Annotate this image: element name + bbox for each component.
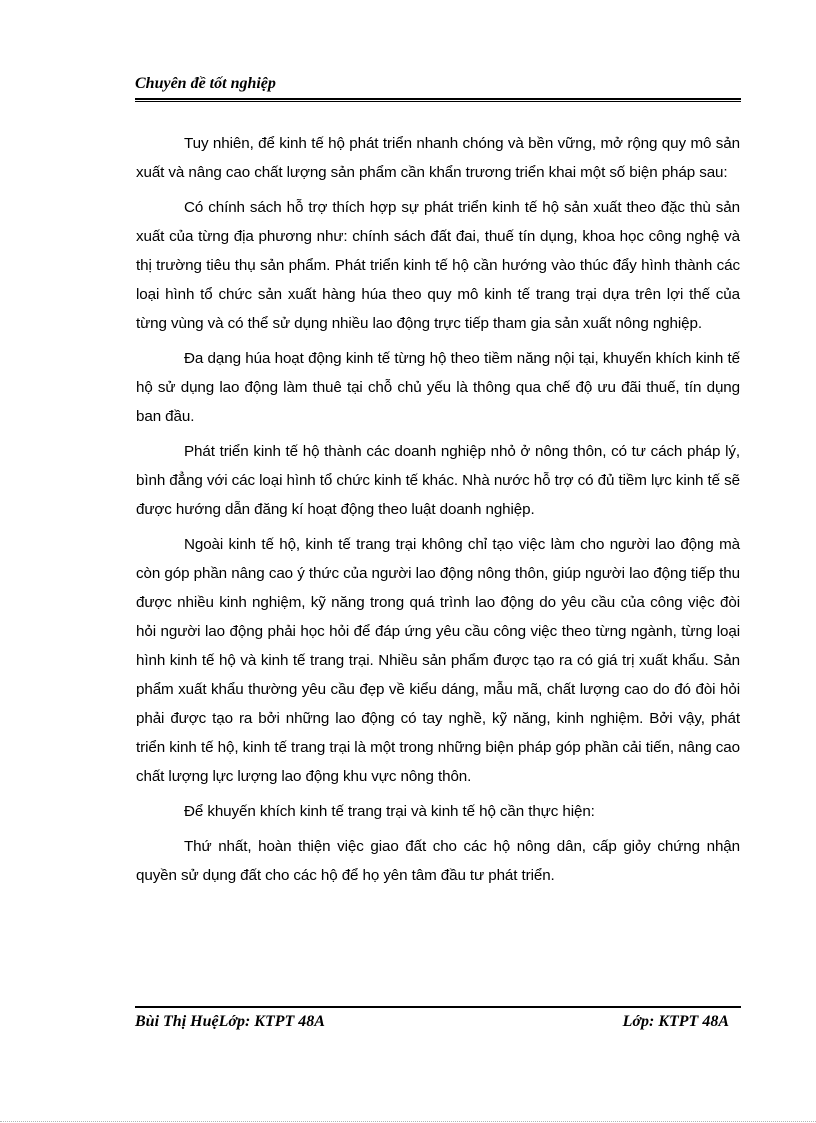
footer-author: Bùi Thị HuệLớp: KTPT 48A bbox=[135, 1013, 325, 1030]
page-edge-divider bbox=[0, 1121, 816, 1122]
header-title: Chuyên đề tốt nghiệp bbox=[135, 75, 276, 92]
paragraph: Phát triển kinh tế hộ thành các doanh nghiệp nhỏ ở nông thôn, có tư cách pháp lý, bình đẳng với các loại hình tổ chức kinh tế khác. Nhà nước hỗ trợ có đủ tiềm lực kinh tế sẽ được hướng dẫn đăng kí hoạt động theo luật doanh nghiệp. bbox=[136, 443, 740, 518]
footer-rule bbox=[135, 1006, 741, 1008]
paragraph: Thứ nhất, hoàn thiện việc giao đất cho các hộ nông dân, cấp giỏy chứng nhận quyền sử dụng đất cho các hộ để họ yên tâm đầu tư phát triển. bbox=[136, 838, 740, 884]
paragraph: Để khuyến khích kinh tế trang trại và kinh tế hộ cần thực hiện: bbox=[184, 803, 595, 820]
paragraph: Ngoài kinh tế hộ, kinh tế trang trại không chỉ tạo việc làm cho người lao động mà còn góp phần nâng cao ý thức của người lao động nông thôn, giúp người lao động tiếp thu được nhiều kinh nghiệm, kỹ năng trong quá trình lao động do yêu cầu của công việc đòi hỏi người lao động phải học hỏi để đáp ứng yêu cầu công việc theo từng ngành, từng loại hình kinh tế hộ và kinh tế trang trại. Nhiều sản phẩm được tạo ra có giá trị xuất khẩu. Sản phẩm xuất khẩu thường yêu cầu đẹp về kiểu dáng, mẫu mã, chất lượng cao do đó đòi hỏi phải được tạo ra bởi những lao động có tay nghề, kỹ năng, kinh nghiệm. Bởi vậy, phát triển kinh tế hộ, kinh tế trang trại là một trong những biện pháp góp phần cải tiến, nâng cao chất lượng lực lượng lao động khu vực nông thôn. bbox=[136, 536, 740, 785]
page-footer bbox=[135, 1011, 741, 1033]
footer-class: Lớp: KTPT 48A bbox=[622, 1013, 729, 1030]
document-body bbox=[136, 129, 740, 896]
paragraph: Tuy nhiên, để kinh tế hộ phát triển nhanh chóng và bền vững, mở rộng quy mô sản xuất và nâng cao chất lượng sản phẩm cần khẩn trương triển khai một số biện pháp sau: bbox=[136, 135, 740, 181]
paragraph: Đa dạng húa hoạt động kinh tế từng hộ theo tiềm năng nội tại, khuyến khích kinh tế hộ sử dụng lao động làm thuê tại chỗ chủ yếu là thông qua chế độ ưu đãi thuế, tín dụng ban đầu. bbox=[136, 350, 740, 425]
header-rule-top bbox=[135, 98, 741, 100]
header-rule-bottom bbox=[135, 101, 741, 102]
page-header bbox=[135, 74, 741, 94]
paragraph: Có chính sách hỗ trợ thích hợp sự phát triển kinh tế hộ sản xuất theo đặc thù sản xuất của từng địa phương như: chính sách đất đai, thuế tín dụng, khoa học công nghệ và thị trường tiêu thụ sản phẩm. Phát triển kinh tế hộ cần hướng vào thúc đẩy hình thành các loại hình tổ chức sản xuất hàng húa theo quy mô kinh tế trang trại dựa trên lợi thế của từng vùng và có thể sử dụng nhiều lao động trực tiếp tham gia sản xuất nông nghiệp. bbox=[136, 199, 740, 332]
